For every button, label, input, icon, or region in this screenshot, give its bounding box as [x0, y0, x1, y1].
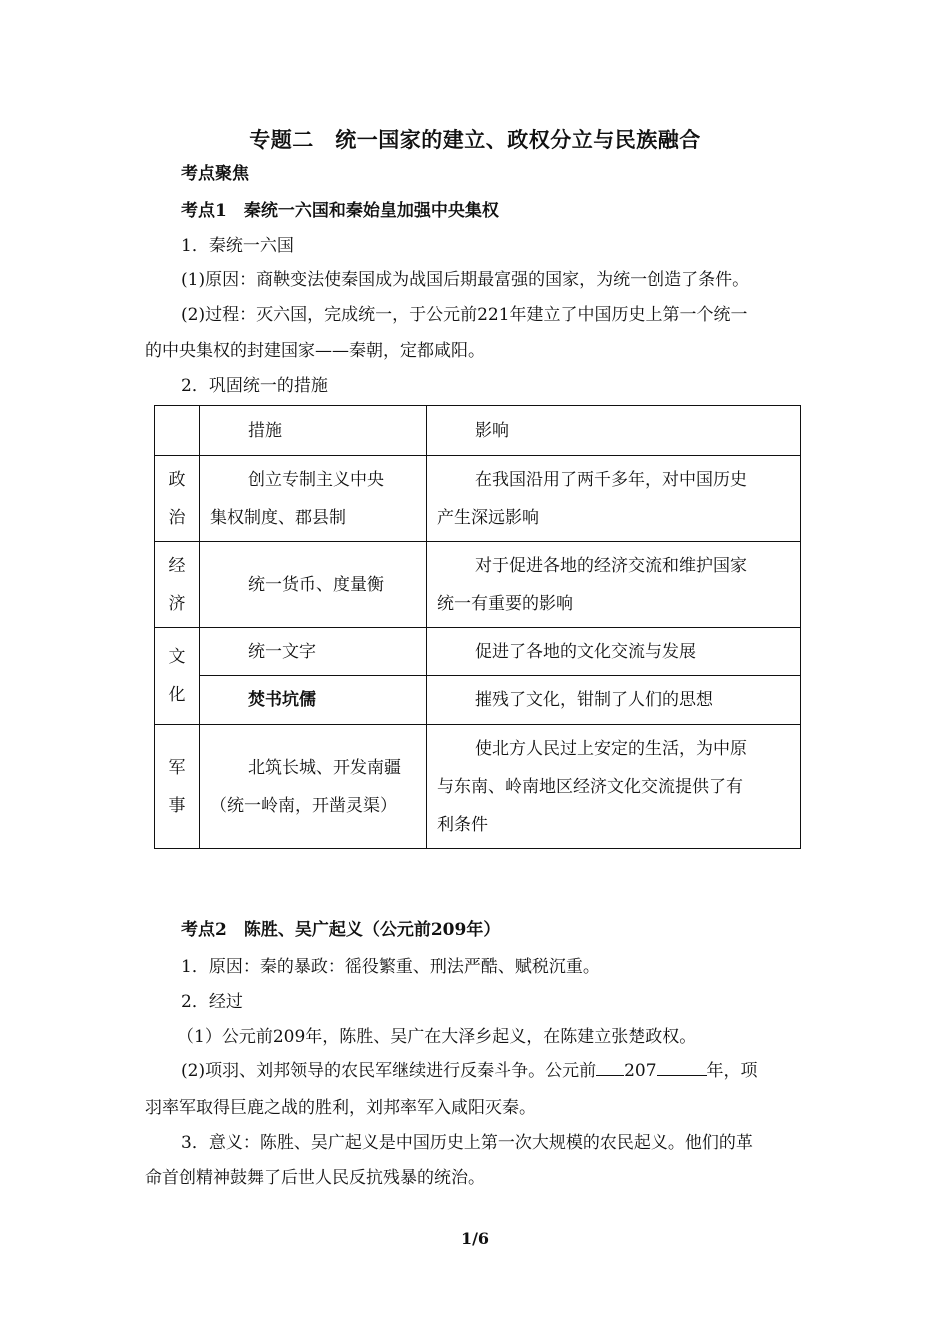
topic1-process-line1: (2)过程：灭六国，完成统一，于公元前221年建立了中国历史上第一个统一: [181, 305, 748, 325]
category-label: 治: [168, 507, 186, 528]
effect-text: 产生深远影响: [437, 507, 539, 528]
table-row: [155, 456, 801, 542]
category-label: 事: [168, 795, 186, 816]
measures-table: [154, 405, 801, 849]
topic2-process-2-line2: 羽率军取得巨鹿之战的胜利，刘邦率军入咸阳灭秦。: [145, 1098, 536, 1118]
effect-text: 促进了各地的文化交流与发展: [475, 641, 696, 662]
category-label: 政: [168, 469, 186, 490]
measure-text: 创立专制主义中央: [248, 469, 384, 490]
answer-blank: 207: [624, 1061, 657, 1081]
table-header-row: [155, 406, 801, 456]
effect-text: 使北方人民过上安定的生活，为中原: [475, 738, 747, 759]
topic1-reason: (1)原因：商鞅变法使秦国成为战国后期最富强的国家，为统一创造了条件。: [181, 270, 750, 290]
category-label: 文: [168, 647, 186, 667]
measure-text: 统一货币、度量衡: [248, 574, 384, 595]
table-corner-cell: [155, 406, 200, 456]
effect-text: 统一有重要的影响: [437, 593, 573, 614]
category-label: 济: [168, 593, 186, 614]
measure-text: 北筑长城、开发南疆: [248, 757, 401, 778]
topic2-item3-line1: 3．意义：陈胜、吴广起义是中国历史上第一次大规模的农民起义。他们的革: [181, 1133, 753, 1153]
effect-text: 与东南、岭南地区经济文化交流提供了有: [437, 776, 743, 797]
topic2-heading: 考点2 陈胜、吴广起义（公元前209年）: [181, 920, 501, 940]
effect-text: 在我国沿用了两千多年，对中国历史: [475, 469, 747, 490]
header-effect: 影响: [475, 420, 509, 441]
effect-text: 摧残了文化，钳制了人们的思想: [475, 690, 713, 710]
topic2-process-2-line1: (2)项羽、刘邦领导的农民军继续进行反秦斗争。公元前 207 年，项: [181, 1061, 758, 1081]
topic2-item1: 1．原因：秦的暴政：徭役繁重、刑法严酷、赋税沉重。: [181, 957, 600, 977]
measure-text: 统一文字: [248, 641, 316, 662]
measure-text: 焚书坑儒: [248, 690, 316, 710]
page-number: 1/6: [460, 1229, 490, 1248]
category-label: 军: [168, 757, 186, 778]
measure-text: （统一岭南，开凿灵渠）: [210, 795, 397, 816]
page-title: 专题二 统一国家的建立、政权分立与民族融合: [249, 127, 701, 152]
table-row: [155, 628, 801, 676]
topic1-process-line2: 的中央集权的封建国家——秦朝，定都咸阳。: [145, 341, 485, 361]
topic2-item3-line2: 命首创精神鼓舞了后世人民反抗残暴的统治。: [145, 1168, 485, 1188]
table-row: [155, 676, 801, 725]
topic1-item2: 2．巩固统一的措施: [181, 376, 328, 396]
topic2-process-1: （1）公元前209年，陈胜、吴广在大泽乡起义，在陈建立张楚政权。: [177, 1027, 697, 1047]
section-heading: 考点聚焦: [181, 164, 249, 184]
table-row: [155, 725, 801, 849]
topic1-heading: 考点1 秦统一六国和秦始皇加强中央集权: [181, 201, 499, 221]
topic1-item1: 1．秦统一六国: [181, 236, 294, 256]
topic2-item2: 2．经过: [181, 992, 243, 1012]
measure-text: 集权制度、郡县制: [210, 507, 346, 528]
category-label: 化: [168, 685, 186, 705]
effect-text: 利条件: [437, 814, 488, 835]
table-row: [155, 542, 801, 628]
header-measure: 措施: [248, 420, 282, 441]
category-label: 经: [168, 555, 186, 576]
effect-text: 对于促进各地的经济交流和维护国家: [475, 555, 747, 576]
